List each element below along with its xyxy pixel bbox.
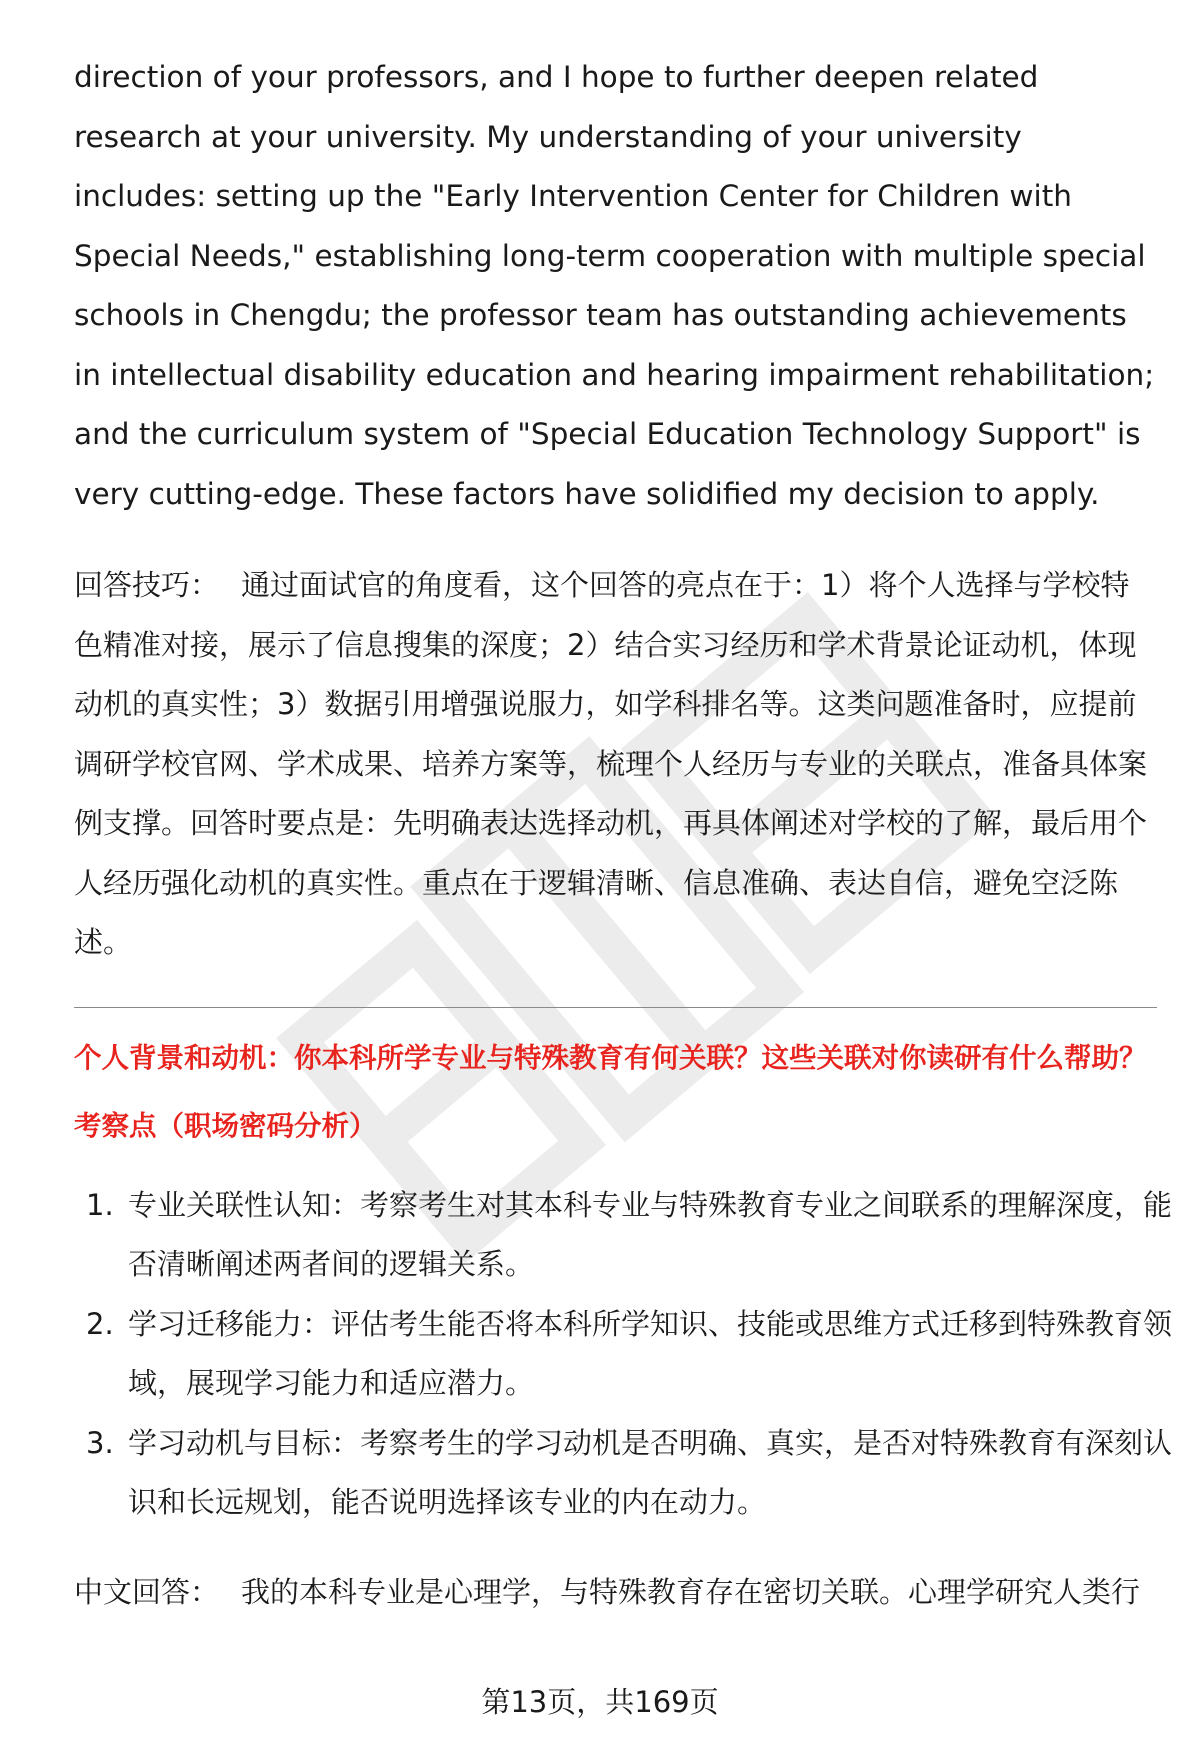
assessment-subheading: 考察点（职场密码分析）: [74, 1109, 377, 1142]
document-page: [74, 48, 1173, 1622]
answer-text: 我的本科专业是心理学，与特殊教育存在密切关联。心理学研究人类行: [241, 1574, 1141, 1609]
chinese-answer-paragraph: [74, 1563, 1158, 1623]
list-item-number: 2.: [86, 1306, 114, 1341]
list-item: [74, 1295, 1178, 1414]
tip-label: 回答技巧：: [74, 568, 220, 602]
list-item-number: 1.: [86, 1187, 114, 1222]
list-item-text: 学习迁移能力：评估考生能否将本科所学知识、技能或思维方式迁移到特殊教育领域，展现学习能力和适应潜力。: [128, 1306, 1173, 1400]
tip-text: 通过面试官的角度看，这个回答的亮点在于：1）将个人选择与学校特色精准对接，展示了信息搜集的深度；2）结合实习经历和学术背景论证动机，体现动机的真实性；3）数据引用增强说服力，如学科排名等。这类问题准备时，应提前调研学校官网、学术成果、培养方案等，梳理个人经历与专业的关联点，准备具体案例支撑。回答时要点是：先明确表达选择动机，再具体阐述对学校的了解，最后用个人经历强化动机的真实性。重点在于逻辑清晰、信息准确、表达自信，避免空泛陈述。: [74, 568, 1148, 959]
page-number-footer: 第13页，共169页: [0, 1680, 1200, 1724]
list-item-text: 学习动机与目标：考察考生的学习动机是否明确、真实，是否对特殊教育有深刻认识和长远规划，能否说明选择该专业的内在动力。: [128, 1425, 1173, 1519]
section-divider: [74, 1007, 1157, 1008]
answer-label: 中文回答：: [74, 1574, 220, 1609]
list-item-text: 专业关联性认知：考察考生对其本科专业与特殊教育专业之间联系的理解深度，能否清晰阐述两者间的逻辑关系。: [128, 1187, 1173, 1281]
list-item-number: 3.: [86, 1425, 114, 1460]
assessment-points-list: [74, 1176, 1173, 1533]
answer-tip-paragraph: [74, 556, 1158, 973]
question-heading: 个人背景和动机：你本科所学专业与特殊教育有何关联？这些关联对你读研有什么帮助？: [74, 1041, 1147, 1074]
list-item: [74, 1176, 1178, 1295]
intro-paragraph: direction of your professors, and I hope to further deepen related research at your university. My understanding of your university includes: setting up the "Early Intervention Center for Children with Special Needs," establishing long-term cooperation with multiple special schools in Chengdu; the professor team has outstanding achievements in intellectual disability education and hearing impairment rehabilitation; and the curriculum system of "Special Education Technology Support" is very cutting-edge. These factors have solidified my decision to apply.: [74, 60, 1155, 511]
list-item: [74, 1414, 1178, 1533]
